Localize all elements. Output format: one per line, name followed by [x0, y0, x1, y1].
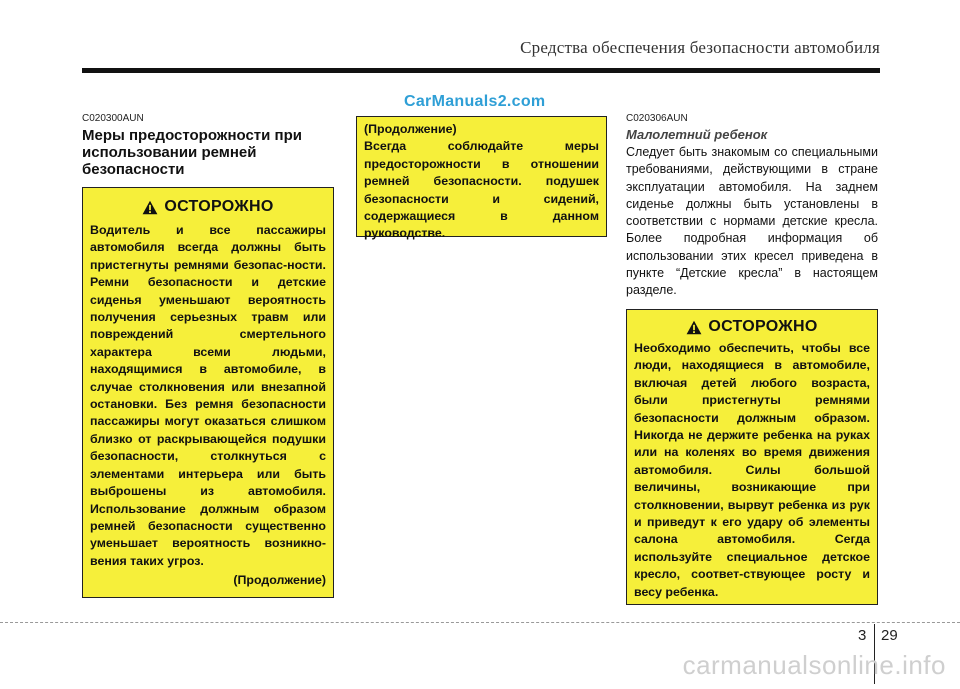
warning-text-left: Водитель и все пассажиры автомобиля всегда должны быть пристегнуты ремнями безопас-ности. Ремни безопасности и детские сиденья уменьшают вероятность получения серьезных травм или повреждений смертельного характера всеми людьми, находящимися в автомобиле, в случае столкновения или внезапной остановки. Без ремня безопасности пассажиры могут оказаться слишком близко от раскрывающейся подушки безопасности, столкнуться с элементами интерьера или быть выброшены из автомобиля. Использование должным образом ремней безопасности существенно уменьшает вероятность возникно-вения таких угроз.	[90, 223, 326, 568]
section-code-left: C020300AUN	[82, 113, 144, 124]
chapter-number: 3	[858, 627, 867, 644]
continued-box	[356, 116, 607, 241]
header-rule	[82, 68, 880, 73]
warning-box-right	[626, 309, 878, 605]
warning-title-left: ОСТОРОЖНО	[164, 198, 274, 215]
subsection-title: Малолетний ребенок	[626, 127, 768, 142]
continued-label: (Продолжение)	[233, 573, 326, 588]
body-paragraph: Следует быть знакомым со специальными требованиями, действующими в стране эксплуатации автомобиля. На заднем сиденье должны быть установлены в соответствии с нормами детские кресла. Более подробная информация об использовании этих кресел приведена в пункте “Детские кресла” в настоящем разделе.	[626, 145, 878, 298]
warning-header-left	[83, 198, 333, 216]
continued-heading: (Продолжение)	[364, 122, 457, 136]
warning-triangle-icon	[142, 200, 158, 215]
running-header: Средства обеспечения безопасности автомобиля	[520, 38, 880, 57]
warning-box-left	[82, 187, 334, 598]
warning-header-right	[627, 318, 877, 336]
section-title: Меры предосторожности при использовании ремней безопасности	[82, 127, 302, 178]
continued-text: Всегда соблюдайте меры предосторожности в отношении ремней безопасности. подушек безопасности и сидений, содержащиеся в данном руководстве.	[364, 139, 599, 241]
watermark-bottom[interactable]: carmanualsonline.info	[682, 650, 946, 680]
page-number: 29	[881, 627, 898, 644]
warning-triangle-icon	[686, 320, 702, 335]
section-code-right: C020306AUN	[626, 113, 688, 124]
warning-text-right: Необходимо обеспечить, чтобы все люди, находящиеся в автомобиле, включая детей любого возраста, были пристегнуты ремнями безопасности должным образом. Никогда не держите ребенка на руках или на коленях во время движения автомобиля. Силы большой величины, возникающие при столкновении, вырвут ребенка из рук и приведут к его удару об элементы салона автомобиля. Сегда используйте специальное детское кресло, соответ-ствующее росту и весу ребенка.	[634, 341, 870, 599]
footer-dashed-rule	[0, 622, 960, 623]
warning-title-right: ОСТОРОЖНО	[708, 318, 818, 335]
watermark-top[interactable]: CarManuals2.com	[404, 93, 546, 110]
